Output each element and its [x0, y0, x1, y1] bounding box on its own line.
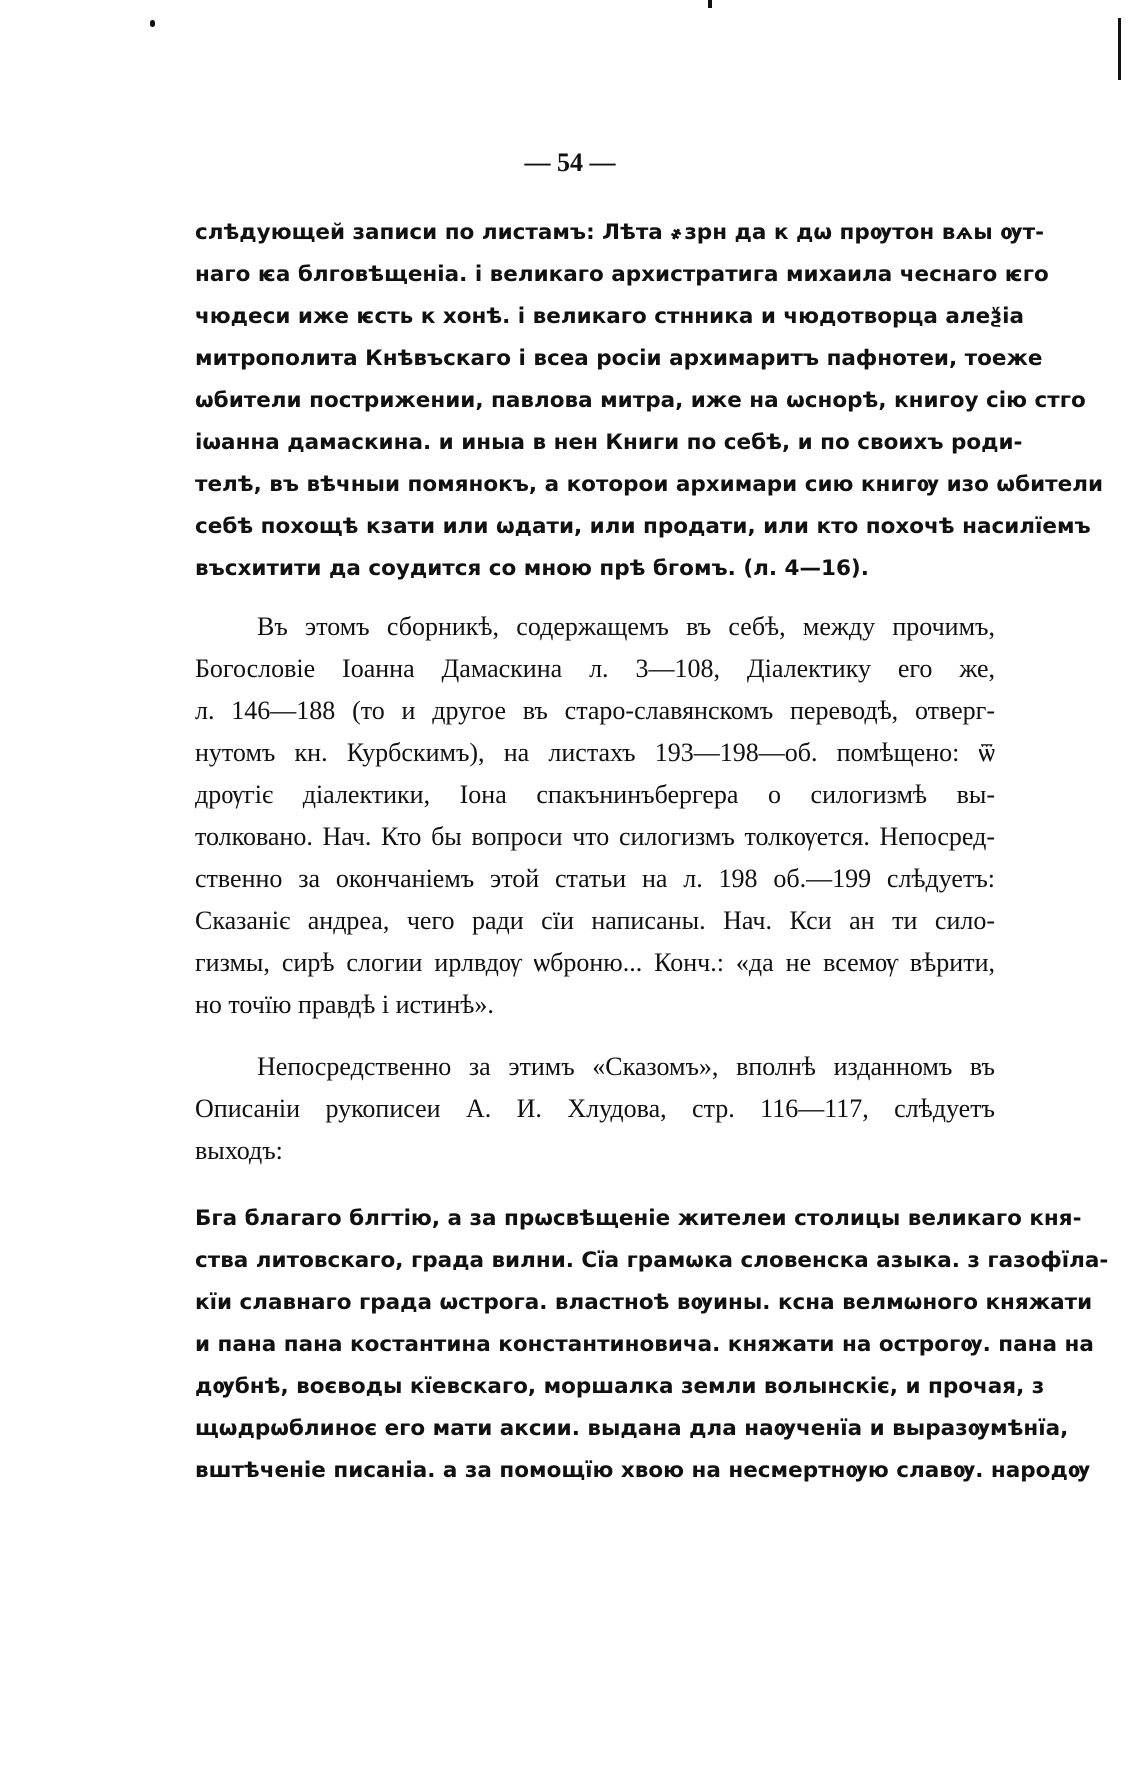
imprint-transcription [195, 1198, 1109, 1492]
continuation-paragraph [195, 1046, 995, 1172]
text-line: ства литовскаго, града вилни. Сїа грамѡка словенска азыка. з газофїла- [195, 1248, 1109, 1273]
text-line: митрополита Кнѣвъскаго і всеа росіи архимаритъ пафнотеи, тоеже [195, 346, 1043, 371]
text-line: нутомъ кн. Курбскимъ), на листахъ 193—198—об. помѣщено: ѿ [195, 738, 995, 767]
text-line: выходъ: [195, 1136, 283, 1165]
text-line: толковано. Нач. Кто бы вопроси что силогизмъ толкѹется. Непосред- [195, 822, 995, 851]
scan-edge-line [1118, 18, 1121, 80]
text-line: іѡанна дамаскина. и иныа в нен Книги по себѣ, и по своихъ роди- [195, 430, 1023, 455]
text-line: дѹбнѣ, воєводы кїевскаго, моршалка земли волынскіє, и прочая, з [195, 1374, 1045, 1399]
text-line: Сказаніє андреа, чего ради сїи написаны. Нач. Кси ан ти сило- [195, 906, 995, 935]
text-line: л. 146—188 (то и другое въ старо-славянскомъ переводѣ, отверг- [195, 696, 995, 725]
text-line: въсхитити да соудится со мною прѣ бгомъ. (л. 4—16). [195, 556, 869, 581]
text-line: Бга благаго блгтію, а за прѡсвѣщеніе жителеи столицы великаго кня- [195, 1206, 1082, 1231]
text-line: гизмы, сирѣ слогии ирлвдѹ ѡброню... Конч.: «да не всемѹ вѣрити, [195, 948, 995, 977]
description-paragraph [195, 606, 995, 1026]
text-line: вштѣченіе писаніа. а за помощїю хвою на несмертнѹю славѹ. народѹ [195, 1458, 1091, 1483]
text-line: слѣдующей записи по листамъ: Лѣта ҂зрн да к дѡ прѹтон вѧы ѹт- [195, 220, 1044, 245]
text-line: себѣ похощѣ кзати или ѡдати, или продати, или кто похочѣ насилїемъ [195, 514, 1091, 539]
scan-speck-top [708, 0, 712, 8]
text-line: Богословіе Іоанна Дамаскина л. 3—108, Діалектику его же, [195, 654, 995, 683]
text-line: кїи славнаго града ѡстрога. властноѣ вѹины. ксна велмѡного княжати [195, 1290, 1093, 1315]
scan-speck-left [150, 20, 155, 27]
text-line: и пана пана костантина константиновича. княжати на острогѹ. пана на [195, 1332, 1094, 1357]
text-line: щѡдрѡблиноє его мати аксии. выдана дла наѹченїа и выразѹмѣнїа, [195, 1416, 1069, 1441]
text-line: наго ѥа блговѣщеніа. і великаго архистратига михаила чеснаго ѥго [195, 262, 1049, 287]
text-line: Непосредственно за этимъ «Сказомъ», вполнѣ изданномъ въ [257, 1052, 995, 1081]
text-line: Описаніи рукописеи А. И. Хлудова, стр. 116—117, слѣдуетъ [195, 1094, 995, 1123]
page-number: — 54 — [524, 148, 616, 177]
text-line: телѣ, въ вѣчныи помянокъ, а которои архимари сию книгѹ изо ѡбители [195, 472, 1104, 497]
record-transcription [195, 212, 1104, 590]
text-line: но точїю правдѣ і истинѣ». [195, 990, 494, 1019]
text-line: чюдеси иже ѥсть к хонѣ. і великаго стнника и чюдотворца алеѯіа [195, 304, 1024, 329]
text-line: ственно за окончаніемъ этой статьи на л. 198 об.—199 слѣдуетъ: [195, 864, 995, 893]
text-line: дрѹгіє діалектики, Іона спакънинъбергера о силогизмѣ вы- [195, 780, 995, 809]
text-line: ѡбители пострижении, павлова митра, иже на ѡснорѣ, книгоу сію стго [195, 388, 1086, 413]
text-line: Въ этомъ сборникѣ, содержащемъ въ себѣ, между прочимъ, [257, 612, 995, 641]
